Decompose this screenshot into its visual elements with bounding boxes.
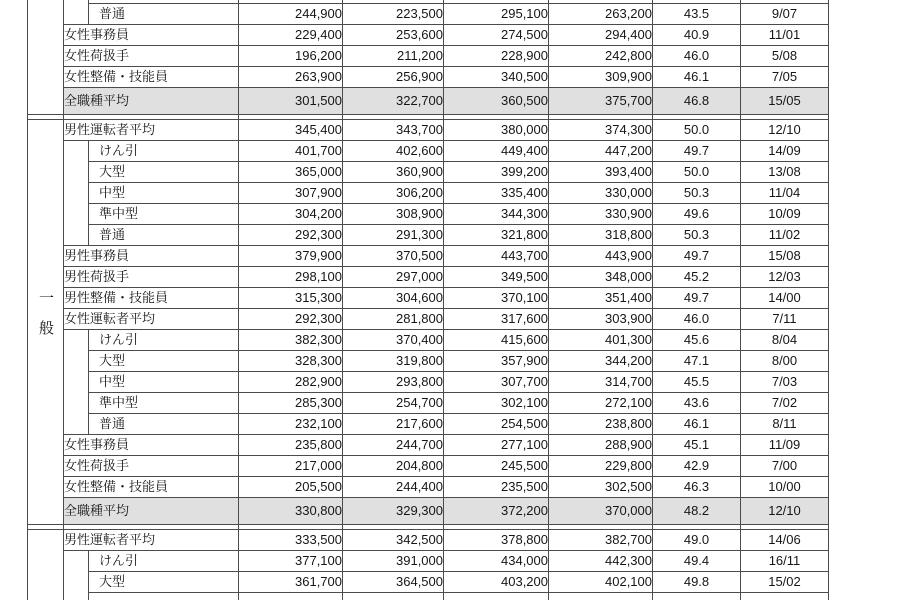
cropped-cell bbox=[239, 592, 343, 600]
table-row bbox=[28, 413, 829, 434]
value-cell: 322,700 bbox=[343, 87, 444, 114]
table-row bbox=[28, 245, 829, 266]
value-cell: 370,100 bbox=[444, 287, 549, 308]
cropped-cell bbox=[741, 592, 829, 600]
value-cell: 329,300 bbox=[343, 497, 444, 524]
row-label: 普通 bbox=[89, 3, 239, 24]
value-cell: 301,500 bbox=[239, 87, 343, 114]
value-cell: 434,000 bbox=[444, 550, 549, 571]
value-cell: 49.7 bbox=[653, 287, 741, 308]
value-cell: 285,300 bbox=[239, 392, 343, 413]
row-label: 男性事務員 bbox=[64, 245, 239, 266]
wage-table-body bbox=[28, 0, 829, 600]
value-cell: 223,500 bbox=[343, 3, 444, 24]
value-cell: 47.1 bbox=[653, 350, 741, 371]
category-cell bbox=[28, 529, 64, 600]
value-cell: 340,500 bbox=[444, 66, 549, 87]
value-cell: 14/00 bbox=[741, 287, 829, 308]
table-row bbox=[28, 266, 829, 287]
value-cell: 282,900 bbox=[239, 371, 343, 392]
value-cell: 49.7 bbox=[653, 245, 741, 266]
value-cell: 7/03 bbox=[741, 371, 829, 392]
row-label: 女性事務員 bbox=[64, 24, 239, 45]
value-cell: 50.0 bbox=[653, 119, 741, 140]
row-label: 男性荷扱手 bbox=[64, 266, 239, 287]
value-cell: 401,700 bbox=[239, 140, 343, 161]
value-cell: 10/00 bbox=[741, 476, 829, 497]
category-cell bbox=[28, 119, 64, 524]
value-cell: 16/11 bbox=[741, 550, 829, 571]
value-cell: 244,700 bbox=[343, 434, 444, 455]
table-row bbox=[28, 350, 829, 371]
value-cell: 49.4 bbox=[653, 550, 741, 571]
row-label: 普通 bbox=[89, 413, 239, 434]
value-cell: 12/10 bbox=[741, 497, 829, 524]
total-row bbox=[28, 87, 829, 114]
total-row bbox=[28, 497, 829, 524]
row-label: 全職種平均 bbox=[64, 497, 239, 524]
value-cell: 281,800 bbox=[343, 308, 444, 329]
value-cell: 50.3 bbox=[653, 182, 741, 203]
value-cell: 298,100 bbox=[239, 266, 343, 287]
row-label: 全職種平均 bbox=[64, 87, 239, 114]
value-cell: 399,200 bbox=[444, 161, 549, 182]
value-cell: 342,500 bbox=[343, 529, 444, 550]
value-cell: 372,200 bbox=[444, 497, 549, 524]
value-cell: 317,600 bbox=[444, 308, 549, 329]
table-row bbox=[28, 66, 829, 87]
table-row bbox=[28, 3, 829, 24]
cropped-partial-row bbox=[28, 592, 829, 600]
cropped-cell bbox=[343, 592, 444, 600]
value-cell: 242,800 bbox=[549, 45, 653, 66]
value-cell: 361,700 bbox=[239, 571, 343, 592]
table-row bbox=[28, 371, 829, 392]
value-cell: 449,400 bbox=[444, 140, 549, 161]
value-cell: 15/08 bbox=[741, 245, 829, 266]
table-row bbox=[28, 434, 829, 455]
value-cell: 402,100 bbox=[549, 571, 653, 592]
row-label: 女性事務員 bbox=[64, 434, 239, 455]
value-cell: 263,200 bbox=[549, 3, 653, 24]
value-cell: 40.9 bbox=[653, 24, 741, 45]
value-cell: 401,300 bbox=[549, 329, 653, 350]
value-cell: 45.2 bbox=[653, 266, 741, 287]
table-row bbox=[28, 550, 829, 571]
value-cell: 443,900 bbox=[549, 245, 653, 266]
row-label: 中型 bbox=[89, 371, 239, 392]
value-cell: 291,300 bbox=[343, 224, 444, 245]
value-cell: 293,800 bbox=[343, 371, 444, 392]
value-cell: 217,000 bbox=[239, 455, 343, 476]
table-row bbox=[28, 224, 829, 245]
value-cell: 357,900 bbox=[444, 350, 549, 371]
value-cell: 328,300 bbox=[239, 350, 343, 371]
value-cell: 349,500 bbox=[444, 266, 549, 287]
value-cell: 321,800 bbox=[444, 224, 549, 245]
value-cell: 15/05 bbox=[741, 87, 829, 114]
value-cell: 5/08 bbox=[741, 45, 829, 66]
value-cell: 43.5 bbox=[653, 3, 741, 24]
value-cell: 14/06 bbox=[741, 529, 829, 550]
value-cell: 315,300 bbox=[239, 287, 343, 308]
value-cell: 370,400 bbox=[343, 329, 444, 350]
value-cell: 415,600 bbox=[444, 329, 549, 350]
table-row bbox=[28, 571, 829, 592]
row-label: 女性荷扱手 bbox=[64, 45, 239, 66]
table-row bbox=[28, 45, 829, 66]
value-cell: 46.0 bbox=[653, 308, 741, 329]
table-row bbox=[28, 476, 829, 497]
row-label: 中型 bbox=[89, 182, 239, 203]
table-row bbox=[28, 455, 829, 476]
cropped-cell bbox=[653, 592, 741, 600]
value-cell: 263,900 bbox=[239, 66, 343, 87]
value-cell: 9/07 bbox=[741, 3, 829, 24]
value-cell: 45.5 bbox=[653, 371, 741, 392]
table-row bbox=[28, 203, 829, 224]
value-cell: 229,800 bbox=[549, 455, 653, 476]
value-cell: 50.0 bbox=[653, 161, 741, 182]
value-cell: 254,700 bbox=[343, 392, 444, 413]
value-cell: 256,900 bbox=[343, 66, 444, 87]
value-cell: 245,500 bbox=[444, 455, 549, 476]
value-cell: 360,900 bbox=[343, 161, 444, 182]
value-cell: 10/09 bbox=[741, 203, 829, 224]
value-cell: 303,900 bbox=[549, 308, 653, 329]
value-cell: 304,200 bbox=[239, 203, 343, 224]
row-label: 大型 bbox=[89, 161, 239, 182]
value-cell: 14/09 bbox=[741, 140, 829, 161]
value-cell: 46.3 bbox=[653, 476, 741, 497]
value-cell: 297,000 bbox=[343, 266, 444, 287]
value-cell: 348,000 bbox=[549, 266, 653, 287]
value-cell: 253,600 bbox=[343, 24, 444, 45]
value-cell: 196,200 bbox=[239, 45, 343, 66]
value-cell: 294,400 bbox=[549, 24, 653, 45]
value-cell: 288,900 bbox=[549, 434, 653, 455]
value-cell: 49.0 bbox=[653, 529, 741, 550]
value-cell: 333,500 bbox=[239, 529, 343, 550]
value-cell: 292,300 bbox=[239, 224, 343, 245]
value-cell: 49.6 bbox=[653, 203, 741, 224]
row-label: 男性運転者平均 bbox=[64, 529, 239, 550]
table-row bbox=[28, 329, 829, 350]
value-cell: 344,200 bbox=[549, 350, 653, 371]
row-label: 女性整備・技能員 bbox=[64, 476, 239, 497]
value-cell: 335,400 bbox=[444, 182, 549, 203]
indent-cell bbox=[64, 0, 89, 24]
row-label: 準中型 bbox=[89, 392, 239, 413]
indent-cell bbox=[64, 140, 89, 245]
value-cell: 49.7 bbox=[653, 140, 741, 161]
value-cell: 205,500 bbox=[239, 476, 343, 497]
value-cell: 382,700 bbox=[549, 529, 653, 550]
value-cell: 360,500 bbox=[444, 87, 549, 114]
wage-table bbox=[27, 0, 829, 600]
value-cell: 43.6 bbox=[653, 392, 741, 413]
value-cell: 244,400 bbox=[343, 476, 444, 497]
row-label: 準中型 bbox=[89, 203, 239, 224]
value-cell: 217,600 bbox=[343, 413, 444, 434]
value-cell: 12/10 bbox=[741, 119, 829, 140]
value-cell: 232,100 bbox=[239, 413, 343, 434]
row-label: 男性運転者平均 bbox=[64, 119, 239, 140]
value-cell: 344,300 bbox=[444, 203, 549, 224]
row-label: 男性整備・技能員 bbox=[64, 287, 239, 308]
value-cell: 364,500 bbox=[343, 571, 444, 592]
row-label: 大型 bbox=[89, 350, 239, 371]
value-cell: 403,200 bbox=[444, 571, 549, 592]
value-cell: 308,900 bbox=[343, 203, 444, 224]
value-cell: 274,500 bbox=[444, 24, 549, 45]
table-row bbox=[28, 119, 829, 140]
value-cell: 49.8 bbox=[653, 571, 741, 592]
value-cell: 330,900 bbox=[549, 203, 653, 224]
value-cell: 50.3 bbox=[653, 224, 741, 245]
value-cell: 7/11 bbox=[741, 308, 829, 329]
value-cell: 345,400 bbox=[239, 119, 343, 140]
value-cell: 46.1 bbox=[653, 66, 741, 87]
value-cell: 244,900 bbox=[239, 3, 343, 24]
value-cell: 46.1 bbox=[653, 413, 741, 434]
value-cell: 46.0 bbox=[653, 45, 741, 66]
table-row bbox=[28, 182, 829, 203]
row-label: 女性整備・技能員 bbox=[64, 66, 239, 87]
value-cell: 8/00 bbox=[741, 350, 829, 371]
value-cell: 343,700 bbox=[343, 119, 444, 140]
value-cell: 11/01 bbox=[741, 24, 829, 45]
value-cell: 378,800 bbox=[444, 529, 549, 550]
value-cell: 11/09 bbox=[741, 434, 829, 455]
value-cell: 370,000 bbox=[549, 497, 653, 524]
value-cell: 314,700 bbox=[549, 371, 653, 392]
row-label: 普通 bbox=[89, 224, 239, 245]
row-label: けん引 bbox=[89, 140, 239, 161]
value-cell: 442,300 bbox=[549, 550, 653, 571]
value-cell: 8/11 bbox=[741, 413, 829, 434]
row-label: 女性運転者平均 bbox=[64, 308, 239, 329]
value-cell: 302,500 bbox=[549, 476, 653, 497]
value-cell: 375,700 bbox=[549, 87, 653, 114]
value-cell: 7/00 bbox=[741, 455, 829, 476]
value-cell: 319,800 bbox=[343, 350, 444, 371]
value-cell: 295,100 bbox=[444, 3, 549, 24]
value-cell: 211,200 bbox=[343, 45, 444, 66]
value-cell: 351,400 bbox=[549, 287, 653, 308]
value-cell: 235,800 bbox=[239, 434, 343, 455]
value-cell: 447,200 bbox=[549, 140, 653, 161]
value-cell: 42.9 bbox=[653, 455, 741, 476]
value-cell: 11/02 bbox=[741, 224, 829, 245]
table-row bbox=[28, 529, 829, 550]
category-label: 一般 bbox=[37, 289, 54, 350]
cropped-cell bbox=[549, 592, 653, 600]
row-label: 女性荷扱手 bbox=[64, 455, 239, 476]
value-cell: 235,500 bbox=[444, 476, 549, 497]
value-cell: 7/05 bbox=[741, 66, 829, 87]
value-cell: 46.8 bbox=[653, 87, 741, 114]
value-cell: 8/04 bbox=[741, 329, 829, 350]
value-cell: 238,800 bbox=[549, 413, 653, 434]
value-cell: 391,000 bbox=[343, 550, 444, 571]
table-row bbox=[28, 24, 829, 45]
value-cell: 302,100 bbox=[444, 392, 549, 413]
table-row bbox=[28, 392, 829, 413]
value-cell: 380,000 bbox=[444, 119, 549, 140]
value-cell: 307,900 bbox=[239, 182, 343, 203]
value-cell: 48.2 bbox=[653, 497, 741, 524]
value-cell: 382,300 bbox=[239, 329, 343, 350]
value-cell: 229,400 bbox=[239, 24, 343, 45]
value-cell: 365,000 bbox=[239, 161, 343, 182]
value-cell: 309,900 bbox=[549, 66, 653, 87]
value-cell: 304,600 bbox=[343, 287, 444, 308]
table-row bbox=[28, 287, 829, 308]
row-label: けん引 bbox=[89, 329, 239, 350]
value-cell: 393,400 bbox=[549, 161, 653, 182]
table-row bbox=[28, 161, 829, 182]
value-cell: 228,900 bbox=[444, 45, 549, 66]
row-label: けん引 bbox=[89, 550, 239, 571]
value-cell: 292,300 bbox=[239, 308, 343, 329]
value-cell: 45.1 bbox=[653, 434, 741, 455]
value-cell: 272,100 bbox=[549, 392, 653, 413]
value-cell: 45.6 bbox=[653, 329, 741, 350]
value-cell: 379,900 bbox=[239, 245, 343, 266]
indent-cell bbox=[64, 329, 89, 434]
value-cell: 307,700 bbox=[444, 371, 549, 392]
value-cell: 13/08 bbox=[741, 161, 829, 182]
value-cell: 15/02 bbox=[741, 571, 829, 592]
category-cell bbox=[28, 0, 64, 114]
value-cell: 306,200 bbox=[343, 182, 444, 203]
cropped-cell bbox=[444, 592, 549, 600]
value-cell: 402,600 bbox=[343, 140, 444, 161]
value-cell: 277,100 bbox=[444, 434, 549, 455]
value-cell: 377,100 bbox=[239, 550, 343, 571]
value-cell: 374,300 bbox=[549, 119, 653, 140]
value-cell: 7/02 bbox=[741, 392, 829, 413]
value-cell: 12/03 bbox=[741, 266, 829, 287]
value-cell: 370,500 bbox=[343, 245, 444, 266]
value-cell: 204,800 bbox=[343, 455, 444, 476]
cropped-cell bbox=[89, 592, 239, 600]
value-cell: 254,500 bbox=[444, 413, 549, 434]
row-label: 大型 bbox=[89, 571, 239, 592]
indent-cell bbox=[64, 550, 89, 600]
value-cell: 11/04 bbox=[741, 182, 829, 203]
table-row bbox=[28, 308, 829, 329]
value-cell: 443,700 bbox=[444, 245, 549, 266]
value-cell: 330,800 bbox=[239, 497, 343, 524]
value-cell: 318,800 bbox=[549, 224, 653, 245]
table-row bbox=[28, 140, 829, 161]
value-cell: 330,000 bbox=[549, 182, 653, 203]
